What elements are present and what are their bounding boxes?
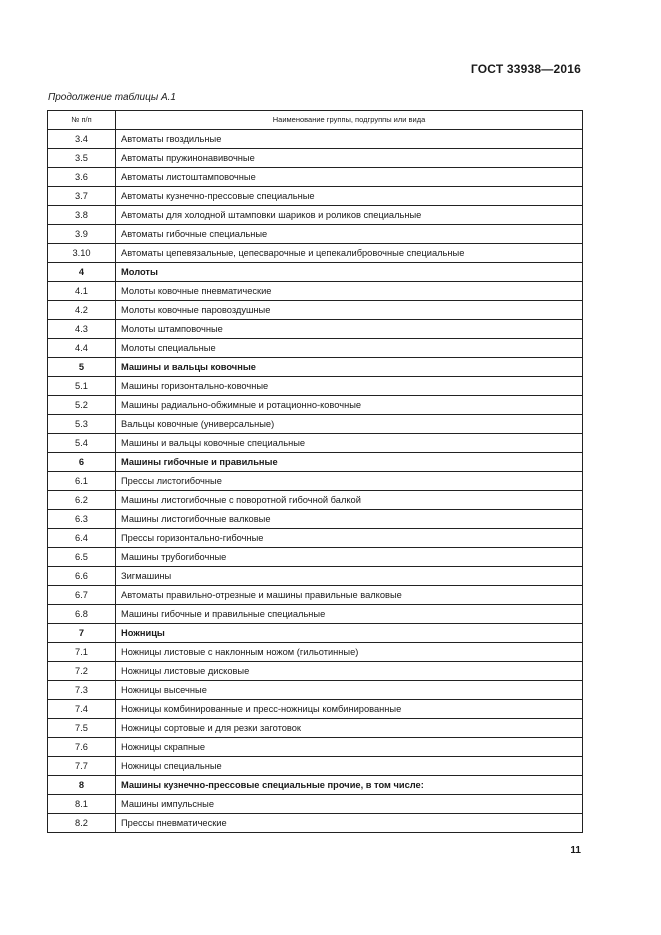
table-group-row bbox=[48, 263, 583, 282]
row-number: 6.5 bbox=[48, 548, 116, 567]
row-name: Молоты bbox=[116, 263, 583, 282]
row-number: 6.8 bbox=[48, 605, 116, 624]
row-number: 5.4 bbox=[48, 434, 116, 453]
table-row bbox=[48, 377, 583, 396]
row-name: Машины листогибочные валковые bbox=[116, 510, 583, 529]
row-number: 3.10 bbox=[48, 244, 116, 263]
row-number: 4.2 bbox=[48, 301, 116, 320]
row-number: 7.2 bbox=[48, 662, 116, 681]
table-row bbox=[48, 757, 583, 776]
row-number: 6.4 bbox=[48, 529, 116, 548]
row-name: Ножницы сортовые и для резки заготовок bbox=[116, 719, 583, 738]
row-name: Машины гибочные и правильные специальные bbox=[116, 605, 583, 624]
row-number: 3.8 bbox=[48, 206, 116, 225]
table-row bbox=[48, 339, 583, 358]
table-row bbox=[48, 814, 583, 833]
row-name: Прессы листогибочные bbox=[116, 472, 583, 491]
row-number: 8.2 bbox=[48, 814, 116, 833]
table-row bbox=[48, 605, 583, 624]
row-number: 7.4 bbox=[48, 700, 116, 719]
row-name: Ножницы специальные bbox=[116, 757, 583, 776]
row-number: 6 bbox=[48, 453, 116, 472]
classification-table bbox=[47, 110, 583, 833]
row-number: 6.2 bbox=[48, 491, 116, 510]
table-row bbox=[48, 282, 583, 301]
row-name: Ножницы скрапные bbox=[116, 738, 583, 757]
row-name: Ножницы высечные bbox=[116, 681, 583, 700]
table-row bbox=[48, 491, 583, 510]
row-number: 4.4 bbox=[48, 339, 116, 358]
row-number: 6.7 bbox=[48, 586, 116, 605]
table-row bbox=[48, 662, 583, 681]
document-code: ГОСТ 33938—2016 bbox=[470, 62, 581, 76]
table-row bbox=[48, 415, 583, 434]
row-name: Машины и вальцы ковочные специальные bbox=[116, 434, 583, 453]
row-name: Автоматы гибочные специальные bbox=[116, 225, 583, 244]
row-name: Автоматы правильно-отрезные и машины правильные валковые bbox=[116, 586, 583, 605]
row-name: Автоматы цепевязальные, цепесварочные и цепекалибровочные специальные bbox=[116, 244, 583, 263]
table-row bbox=[48, 795, 583, 814]
row-name: Автоматы гвоздильные bbox=[116, 130, 583, 149]
row-number: 8 bbox=[48, 776, 116, 795]
row-name: Машины горизонтально-ковочные bbox=[116, 377, 583, 396]
row-name: Машины листогибочные с поворотной гибочной балкой bbox=[116, 491, 583, 510]
table-row bbox=[48, 548, 583, 567]
row-name: Автоматы листоштамповочные bbox=[116, 168, 583, 187]
table-body bbox=[48, 130, 583, 833]
row-number: 5.1 bbox=[48, 377, 116, 396]
row-name: Вальцы ковочные (универсальные) bbox=[116, 415, 583, 434]
row-name: Ножницы bbox=[116, 624, 583, 643]
row-name: Молоты ковочные пневматические bbox=[116, 282, 583, 301]
table-row bbox=[48, 719, 583, 738]
table-row bbox=[48, 320, 583, 339]
table-row bbox=[48, 434, 583, 453]
table-row bbox=[48, 301, 583, 320]
row-name: Автоматы пружинонавивочные bbox=[116, 149, 583, 168]
row-number: 3.5 bbox=[48, 149, 116, 168]
row-number: 5 bbox=[48, 358, 116, 377]
page-number: 11 bbox=[570, 845, 581, 856]
row-name: Молоты специальные bbox=[116, 339, 583, 358]
row-number: 6.6 bbox=[48, 567, 116, 586]
row-number: 3.4 bbox=[48, 130, 116, 149]
table-group-row bbox=[48, 624, 583, 643]
table-row bbox=[48, 738, 583, 757]
row-name: Автоматы кузнечно-прессовые специальные bbox=[116, 187, 583, 206]
column-header-number: № п/п bbox=[48, 111, 116, 130]
table-row bbox=[48, 681, 583, 700]
table-row bbox=[48, 586, 583, 605]
row-name: Прессы горизонтально-гибочные bbox=[116, 529, 583, 548]
row-number: 7.5 bbox=[48, 719, 116, 738]
row-number: 6.1 bbox=[48, 472, 116, 491]
row-name: Машины импульсные bbox=[116, 795, 583, 814]
table-row bbox=[48, 396, 583, 415]
table-row bbox=[48, 510, 583, 529]
row-name: Ножницы листовые с наклонным ножом (гильотинные) bbox=[116, 643, 583, 662]
table-row bbox=[48, 149, 583, 168]
table-group-row bbox=[48, 453, 583, 472]
row-name: Машины радиально-обжимные и ротационно-ковочные bbox=[116, 396, 583, 415]
row-name: Молоты штамповочные bbox=[116, 320, 583, 339]
row-name: Автоматы для холодной штамповки шариков и роликов специальные bbox=[116, 206, 583, 225]
table-group-row bbox=[48, 776, 583, 795]
table-row bbox=[48, 168, 583, 187]
table-header-row bbox=[48, 111, 583, 130]
row-number: 7.6 bbox=[48, 738, 116, 757]
row-number: 4.1 bbox=[48, 282, 116, 301]
row-name: Машины кузнечно-прессовые специальные прочие, в том числе: bbox=[116, 776, 583, 795]
row-number: 3.7 bbox=[48, 187, 116, 206]
row-name: Машины и вальцы ковочные bbox=[116, 358, 583, 377]
row-number: 4.3 bbox=[48, 320, 116, 339]
row-number: 7.7 bbox=[48, 757, 116, 776]
table-row bbox=[48, 700, 583, 719]
table-row bbox=[48, 472, 583, 491]
row-number: 3.6 bbox=[48, 168, 116, 187]
table-caption: Продолжение таблицы А.1 bbox=[48, 92, 176, 103]
row-number: 5.2 bbox=[48, 396, 116, 415]
table-row bbox=[48, 567, 583, 586]
table-row bbox=[48, 643, 583, 662]
table-row bbox=[48, 225, 583, 244]
table-row bbox=[48, 244, 583, 263]
row-name: Прессы пневматические bbox=[116, 814, 583, 833]
table-group-row bbox=[48, 358, 583, 377]
row-number: 6.3 bbox=[48, 510, 116, 529]
row-name: Машины трубогибочные bbox=[116, 548, 583, 567]
table-row bbox=[48, 130, 583, 149]
row-name: Ножницы листовые дисковые bbox=[116, 662, 583, 681]
row-number: 7 bbox=[48, 624, 116, 643]
row-number: 5.3 bbox=[48, 415, 116, 434]
table-row bbox=[48, 529, 583, 548]
table-row bbox=[48, 187, 583, 206]
row-number: 7.1 bbox=[48, 643, 116, 662]
row-number: 8.1 bbox=[48, 795, 116, 814]
row-number: 3.9 bbox=[48, 225, 116, 244]
column-header-name: Наименование группы, подгруппы или вида bbox=[116, 111, 583, 130]
row-number: 7.3 bbox=[48, 681, 116, 700]
row-name: Зигмашины bbox=[116, 567, 583, 586]
row-name: Молоты ковочные паровоздушные bbox=[116, 301, 583, 320]
row-name: Машины гибочные и правильные bbox=[116, 453, 583, 472]
row-name: Ножницы комбинированные и пресс-ножницы комбинированные bbox=[116, 700, 583, 719]
row-number: 4 bbox=[48, 263, 116, 282]
table-row bbox=[48, 206, 583, 225]
